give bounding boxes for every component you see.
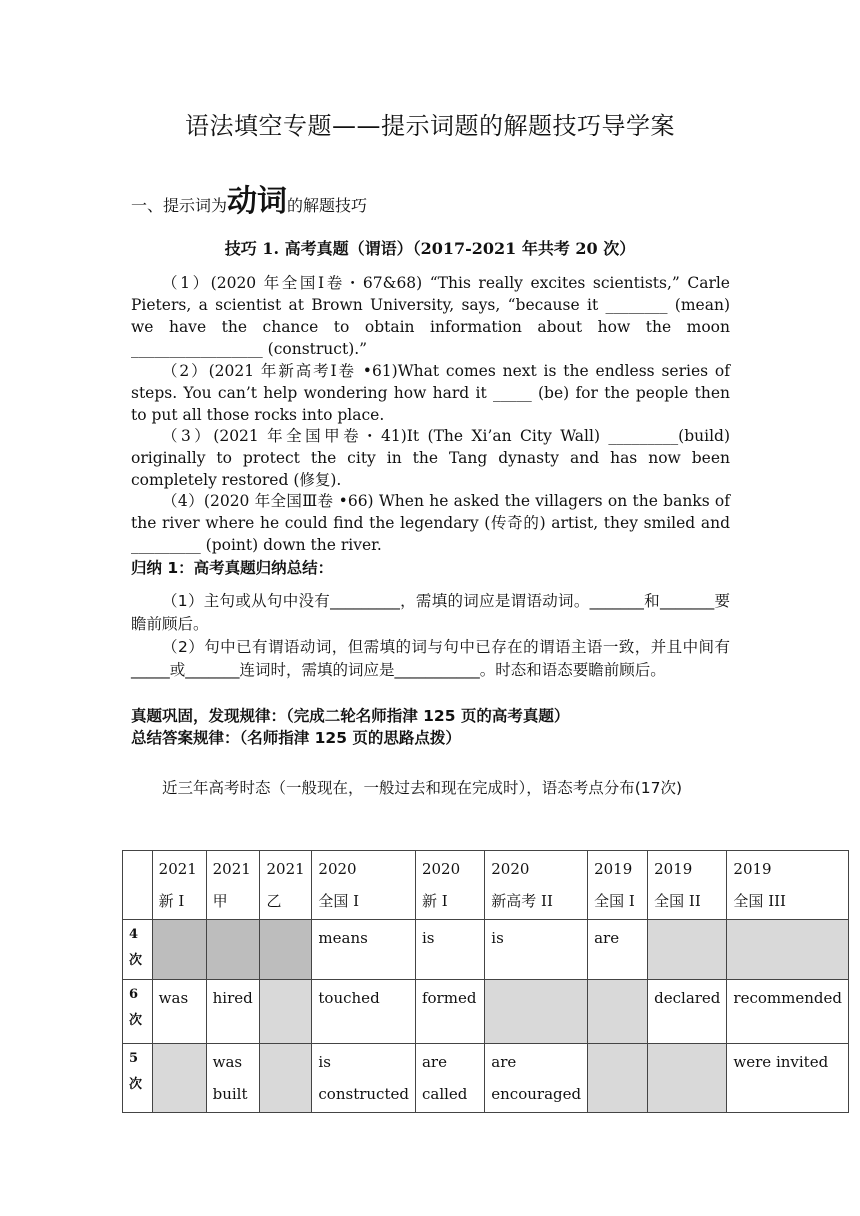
header-cell [260, 851, 312, 920]
header-year: 2019 [733, 860, 772, 878]
table-cell: means [312, 920, 416, 980]
header-year: 2021 [158, 860, 197, 878]
table-cell [152, 1044, 206, 1113]
page-title: 语法填空专题——提示词题的解题技巧导学案 [185, 112, 675, 140]
header-year: 2021 [212, 860, 251, 878]
table-cell [485, 980, 588, 1044]
row-count-cell [123, 920, 153, 980]
table-cell: are encouraged [485, 1044, 588, 1113]
row-count: 5 [129, 1051, 139, 1066]
header-paper: 全国 I [318, 892, 360, 910]
header-year: 2019 [594, 860, 633, 878]
summary-item-2: （2）句中已有谓语动词，但需填的词与句中已存在的谓语主语一致，并且中间有_____或_______连词时，需填的词应是___________。时态和语态要瞻前顾后。 [131, 638, 730, 679]
header-year: 2021 [266, 860, 305, 878]
row-count-cell [123, 980, 153, 1044]
table-cell: was [152, 980, 206, 1044]
header-paper: 全国 II [654, 892, 701, 910]
header-cell [485, 851, 588, 920]
header-cell [312, 851, 416, 920]
table-cell: declared [648, 980, 727, 1044]
table-cell: was built [206, 1044, 260, 1113]
consolidate-line: 真题巩固，发现规律：（完成二轮名师指津 125 页的高考真题） [131, 707, 570, 725]
row-count: 4 [129, 927, 139, 942]
table-cell: hired [206, 980, 260, 1044]
table-cell: is [415, 920, 484, 980]
header-paper: 全国 I [594, 892, 635, 910]
table-cell: formed [415, 980, 484, 1044]
section-suffix: 的解题技巧 [287, 196, 368, 215]
header-cell [152, 851, 206, 920]
header-year: 2020 [421, 860, 461, 878]
table-cell [260, 980, 312, 1044]
header-year: 2020 [318, 860, 357, 878]
row-count-cell [123, 1044, 153, 1113]
header-cell [588, 851, 648, 920]
header-year: 2020 [491, 860, 530, 878]
header-paper: 乙 [266, 892, 282, 910]
table-cell: is constructed [312, 1044, 416, 1113]
header-paper: 新 I [421, 892, 448, 910]
header-paper: 新高考 II [491, 892, 553, 910]
header-year: 2019 [654, 860, 693, 878]
table-cell: recommended [727, 980, 849, 1044]
question-2: （2）(2021 年新高考Ⅰ卷 •61)What comes next is the endless series of steps. You can’t help wondering how hard it _____ (be) for the people then to put all those rocks into place. [131, 362, 730, 424]
answer-rule-line: 总结答案规律：（名师指津 125 页的思路点拨） [131, 729, 461, 747]
table-cell [727, 920, 849, 980]
table-row [123, 1044, 849, 1113]
table-cell: touched [312, 980, 416, 1044]
table-cell [588, 1044, 648, 1113]
table-cell [648, 1044, 727, 1113]
header-cell [123, 851, 153, 920]
table-cell: are [588, 920, 648, 980]
table-row [123, 980, 849, 1044]
table-cell [588, 980, 648, 1044]
table-header-row [123, 851, 849, 920]
question-1: （1）(2020 年全国Ⅰ卷・67&68) “This really excites scientists,” Carle Pieters, a scientist at Brown University, says, “because it ________ (mean) we have the chance to obtain information about how the moon _________________ (construct).” [131, 274, 730, 358]
header-paper: 甲 [212, 892, 228, 910]
table-cell [260, 920, 312, 980]
header-cell [206, 851, 260, 920]
section-heading [131, 176, 367, 220]
section-prefix: 一、提示词为 [131, 196, 228, 215]
header-cell [648, 851, 727, 920]
section-emphasis: 动词 [227, 184, 288, 219]
tip-heading: 技巧 1. 高考真题（谓语）（2017-2021 年共考 20 次） [224, 239, 636, 258]
header-cell [727, 851, 849, 920]
distribution-note: 近三年高考时态（一般现在，一般过去和现在完成时），语态考点分布(17次) [162, 779, 683, 797]
row-unit: 次 [129, 953, 143, 968]
table-cell: were invited [727, 1044, 849, 1113]
header-paper: 全国 III [733, 892, 786, 910]
summary-title: 归纳 1：高考真题归纳总结： [131, 559, 334, 577]
header-paper: 新 I [158, 892, 185, 910]
row-count: 6 [129, 987, 139, 1002]
table-cell [648, 920, 727, 980]
table-row [123, 920, 849, 980]
summary-item-1: （1）主句或从句中没有_________，需填的词应是谓语动词。_______和_______要瞻前顾后。 [131, 592, 730, 633]
header-cell [415, 851, 484, 920]
question-3: （3）(2021 年全国甲卷・41)It (The Xi’an City Wall) _________(build) originally to protect the city in the Tang dynasty and has now been completely restored (修复). [131, 427, 730, 489]
table-cell [206, 920, 260, 980]
row-unit: 次 [129, 1013, 143, 1028]
distribution-table [122, 850, 849, 1113]
table-cell: is [485, 920, 588, 980]
table-cell [260, 1044, 312, 1113]
row-unit: 次 [129, 1077, 143, 1092]
table-cell [152, 920, 206, 980]
table-cell: are called [415, 1044, 484, 1113]
question-4: （4）(2020 年全国Ⅲ卷 •66) When he asked the villagers on the banks of the river where he could find the legendary (传奇的) artist, they smiled and _________ (point) down the river. [131, 492, 730, 554]
